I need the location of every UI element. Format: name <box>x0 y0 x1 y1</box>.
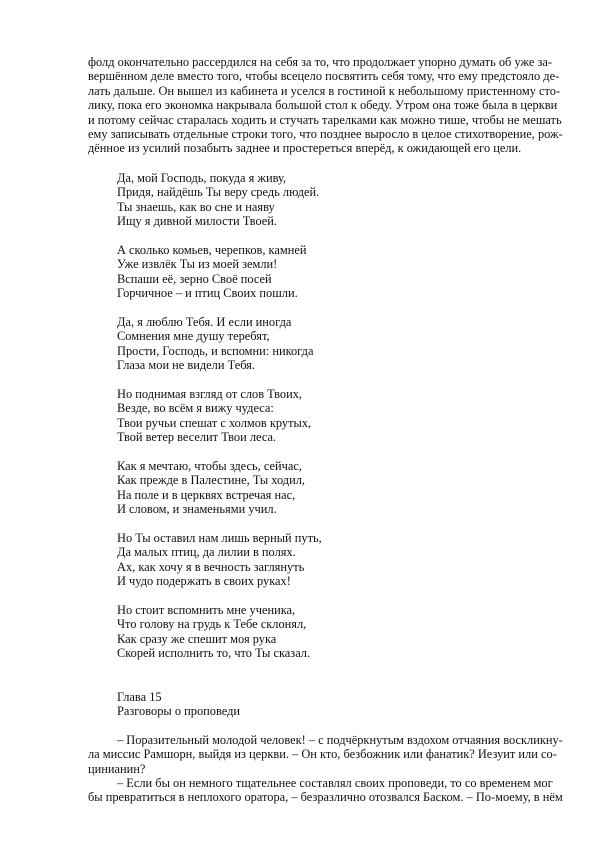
text-line: – Поразительный молодой человек! – с подчёркнутым вздохом отчаяния воскликну- <box>117 732 563 747</box>
poem-line: Ищу я дивной милости Твоей. <box>117 214 278 229</box>
poem-line: Как я мечтаю, чтобы здесь, сейчас, <box>117 458 302 473</box>
poem-line: И чудо подержать в своих руках! <box>117 574 291 589</box>
poem-stanza <box>117 531 514 589</box>
poem-line: Везде, во всём я вижу чудеса: <box>117 401 274 416</box>
poem-line: Ты знаешь, как во сне и наяву <box>117 199 275 214</box>
chapter-title: Разговоры о проповеди <box>117 703 241 718</box>
text-line: лать дальше. Он вышел из кабинета и уселся в гостиной к небольшому пристенному сто- <box>88 83 561 98</box>
poem-line: Да, я люблю Тебя. И если иногда <box>117 314 292 329</box>
text-line: фолд окончательно рассердился на себя за то, что продолжает упорно думать об уже за- <box>88 55 552 69</box>
poem-line: Да, мой Господь, покуда я живу, <box>117 170 287 185</box>
poem-line: Но поднимая взгляд от слов Твоих, <box>117 386 303 401</box>
poem-line: Как сразу же спешит моя рука <box>117 631 277 646</box>
dialog-paragraph <box>88 732 563 776</box>
text-line: дённое из усилий позабыть заднее и простереться вперёд, к ожидающей его цели. <box>88 141 522 156</box>
poem-line: Горчичное – и птиц Своих пошли. <box>117 286 298 301</box>
text-line: ему записывать отдельные строки того, что позднее выросло в целое стихотворение, рож- <box>88 127 563 142</box>
poem-stanza <box>117 387 514 445</box>
chapter-number: Глава 15 <box>117 689 162 704</box>
poem-stanza <box>117 315 514 373</box>
document-page <box>88 55 563 805</box>
poem-line: Ах, как хочу я в вечность заглянуть <box>117 559 305 574</box>
text-line: ла миссис Рамшорн, выйдя из церкви. – Он кто, безбожник или фанатик? Иезуит или со- <box>88 747 557 762</box>
poem-stanza <box>117 603 514 661</box>
poem-line: Но Ты оставил нам лишь верный путь, <box>117 530 322 545</box>
poem <box>88 171 514 661</box>
poem-line: Скорей исполнить то, что Ты сказал. <box>117 646 311 661</box>
text-line: вершённом деле вместо того, чтобы всецело посвятить себя тому, что ему предстояло де- <box>88 69 560 84</box>
poem-stanza <box>117 171 514 229</box>
poem-line: Но стоит вспомнить мне ученика, <box>117 602 296 617</box>
text-line: бы превратиться в неплохого оратора, – безразлично отозвался Баском. – По-моему, в нём <box>88 790 563 805</box>
poem-line: Уже извлёк Ты из моей земли! <box>117 257 278 272</box>
poem-line: Как прежде в Палестине, Ты ходил, <box>117 473 306 488</box>
poem-line: Прости, Господь, и вспомни: никогда <box>117 343 314 358</box>
poem-line: А сколько комьев, черепков, камней <box>117 242 307 257</box>
intro-paragraph <box>88 55 563 156</box>
poem-line: И словом, и знаменьями учил. <box>117 502 277 517</box>
poem-line: Твои ручьи спешат с холмов крутых, <box>117 415 312 430</box>
poem-line: Сомнения мне душу теребят, <box>117 329 270 344</box>
text-line: цинианин? <box>88 761 146 776</box>
poem-line: На поле и в церквях встречая нас, <box>117 487 296 502</box>
text-line: лику, пока его экономка накрывала большой стол к обеду. Утром она тоже была в церкви <box>88 98 558 113</box>
poem-line: Вспаши её, зерно Своё посей <box>117 271 272 286</box>
poem-line: Что голову на грудь к Тебе склонял, <box>117 617 307 632</box>
poem-stanza <box>117 243 514 301</box>
text-line: – Если бы он немного тщательнее составлял своих проповеди, то со временем мог <box>117 775 553 790</box>
dialog-paragraph <box>88 775 563 805</box>
chapter-heading <box>88 690 514 719</box>
poem-line: Придя, найдёшь Ты веру средь людей. <box>117 185 320 200</box>
poem-line: Глаза мои не видели Тебя. <box>117 358 255 373</box>
text-line: и потому сейчас старалась ходить и стучать тарелками как можно тише, чтобы не мешать <box>88 112 562 127</box>
poem-line: Твой ветер веселит Твои леса. <box>117 430 277 445</box>
poem-line: Да малых птиц, да лилии в полях. <box>117 545 296 560</box>
poem-stanza <box>117 459 514 517</box>
